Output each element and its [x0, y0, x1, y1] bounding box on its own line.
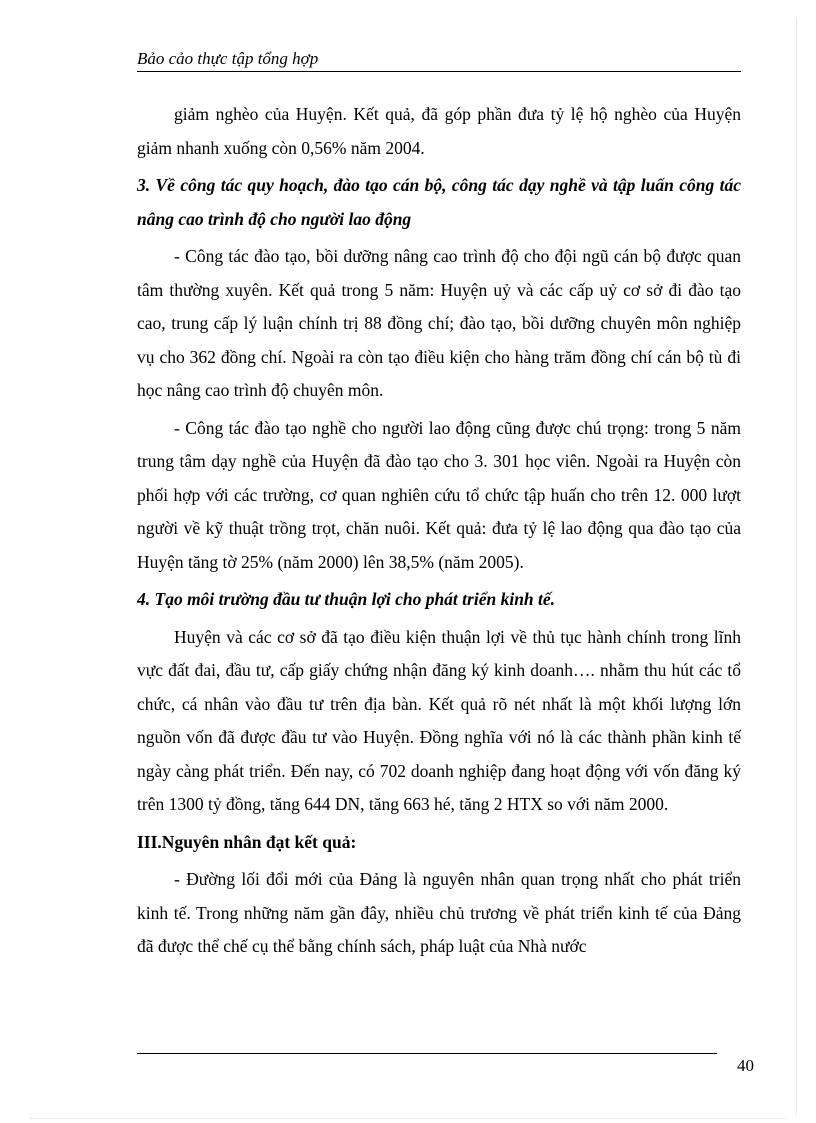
page-border-right	[796, 20, 797, 1116]
footer-rule	[137, 1053, 717, 1054]
page-border-bottom	[30, 1118, 786, 1119]
paragraph-vocational-training: - Công tác đào tạo nghề cho người lao động cũng được chú trọng: trong 5 năm trung tâm dạy nghề của Huyện đã đào tạo cho 3. 301 học viên. Ngoài ra Huyện còn phối hợp với các trường, cơ quan nghiên cứu tổ chức tập huấn cho trên 12. 000 lượt người về kỹ thuật trồng trọt, chăn nuôi. Kết quả: đưa tỷ lệ lao động qua đào tạo của Huyện tăng tờ 25% (năm 2000) lên 38,5% (năm 2005).	[137, 417, 741, 572]
paragraph-investment-environment: Huyện và các cơ sở đã tạo điều kiện thuận lợi về thủ tục hành chính trong lĩnh vực đất đai, đầu tư, cấp giấy chứng nhận đăng ký kinh doanh…. nhằm thu hút các tổ chức, cá nhân vào đầu tư trên địa bàn. Kết quả rõ nét nhất là một khối lượng lớn nguồn vốn đã được đầu tư vào Huyện. Đồng nghĩa với nó là các thành phần kinh tế ngày càng phát triển. Đến nay, có 702 doanh nghiệp đang hoạt động với vốn đăng ký trên 1300 tỷ đồng, tăng 644 DN, tăng 663 hé, tăng 2 HTX so với năm 2000.	[137, 626, 741, 814]
page-body	[137, 98, 741, 968]
section-heading-3: 3. Về công tác quy hoạch, đào tạo cán bộ, công tác dạy nghề và tập luấn công tác nâng cao trình độ cho người lao động	[137, 175, 741, 229]
paragraph-poverty-result: giảm nghèo của Huyện. Kết quả, đã góp phần đưa tỷ lệ hộ nghèo của Huyện giảm nhanh xuống còn 0,56% năm 2004.	[137, 104, 741, 158]
page-number: 40	[737, 1056, 754, 1075]
section-heading-4: 4. Tạo môi trường đầu tư thuận lợi cho phát triển kinh tế.	[137, 589, 556, 609]
paragraph-party-policy: - Đường lối đổi mới của Đảng là nguyên nhân quan trọng nhất cho phát triển kinh tế. Trong những năm gần đây, nhiều chủ trương về phát triển kinh tế của Đảng đã được thể chế cụ thể bằng chính sách, pháp luật của Nhà nước	[137, 869, 741, 956]
section-heading-iii: III.Nguyên nhân đạt kết quả:	[137, 831, 357, 852]
paragraph-cadre-training: - Công tác đào tạo, bồi dưỡng nâng cao trình độ cho đội ngũ cán bộ được quan tâm thường xuyên. Kết quả trong 5 năm: Huyện uỷ và các cấp uỷ cơ sở đi đào tạo cao, trung cấp lý luận chính trị 88 đồng chí; đào tạo, bồi dưỡng chuyên môn nghiệp vụ cho 362 đồng chí. Ngoài ra còn tạo điều kiện cho hàng trăm đồng chí cán bộ tù đi học nâng cao trình độ chuyên môn.	[137, 246, 741, 400]
running-header: Bảo cảo thực tập tổng hợp	[137, 48, 741, 72]
